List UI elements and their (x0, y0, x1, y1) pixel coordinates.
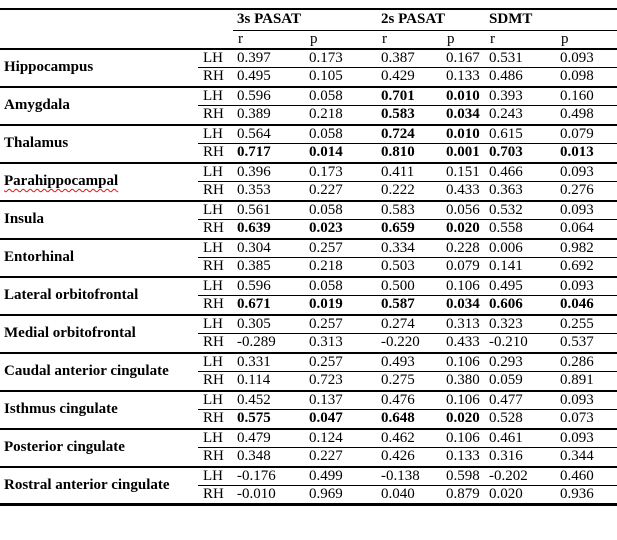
table-row (0, 239, 617, 258)
table-row (0, 49, 617, 68)
corner-cell (0, 30, 198, 49)
value-cell: 0.313 (442, 315, 485, 334)
value-cell: 0.596 (233, 87, 305, 106)
value-cell: 0.257 (305, 353, 377, 372)
value-cell: 0.093 (556, 201, 617, 220)
value-cell: 0.304 (233, 239, 305, 258)
value-cell: 0.013 (556, 144, 617, 163)
region-label: Thalamus (0, 125, 198, 163)
value-cell: 0.717 (233, 144, 305, 163)
value-cell: 0.222 (377, 182, 442, 201)
value-cell: 0.671 (233, 296, 305, 315)
value-cell: 0.275 (377, 372, 442, 391)
region-label: Isthmus cingulate (0, 391, 198, 429)
value-cell: 0.106 (442, 353, 485, 372)
value-cell: -0.010 (233, 486, 305, 505)
value-cell: 0.500 (377, 277, 442, 296)
value-cell: 0.429 (377, 68, 442, 87)
value-cell: 0.243 (485, 106, 556, 125)
column-header-sdmt: SDMT (485, 9, 617, 30)
value-cell: 0.040 (377, 486, 442, 505)
value-cell: 0.587 (377, 296, 442, 315)
value-cell: 0.461 (485, 429, 556, 448)
value-cell: 0.495 (485, 277, 556, 296)
value-cell: 0.257 (305, 315, 377, 334)
value-cell: 0.479 (233, 429, 305, 448)
value-cell: 0.105 (305, 68, 377, 87)
hemisphere-label: RH (198, 410, 233, 429)
hemisphere-label: RH (198, 258, 233, 277)
value-cell: 0.106 (442, 391, 485, 410)
table-body (0, 49, 617, 505)
region-label: Medial orbitofrontal (0, 315, 198, 353)
value-cell: 0.969 (305, 486, 377, 505)
value-cell: 0.495 (233, 68, 305, 87)
region-label: Posterior cingulate (0, 429, 198, 467)
corner-cell (0, 9, 198, 30)
value-cell: 0.218 (305, 258, 377, 277)
corner-cell (198, 9, 233, 30)
hemisphere-label: LH (198, 49, 233, 68)
value-cell: 0.227 (305, 182, 377, 201)
region-label: Insula (0, 201, 198, 239)
value-cell: 0.558 (485, 220, 556, 239)
value-cell: 0.227 (305, 448, 377, 467)
value-cell: 0.079 (556, 125, 617, 144)
value-cell: 0.059 (485, 372, 556, 391)
value-cell: 0.173 (305, 49, 377, 68)
value-cell: 0.058 (305, 277, 377, 296)
value-cell: 0.023 (305, 220, 377, 239)
value-cell: 0.047 (305, 410, 377, 429)
value-cell: 0.313 (305, 334, 377, 353)
value-cell: 0.348 (233, 448, 305, 467)
table-row (0, 429, 617, 448)
value-cell: 0.393 (485, 87, 556, 106)
value-cell: 0.001 (442, 144, 485, 163)
value-cell: 0.274 (377, 315, 442, 334)
hemisphere-label: LH (198, 429, 233, 448)
value-cell: 0.692 (556, 258, 617, 277)
stat-column-header-p: p (556, 30, 617, 49)
value-cell: 0.305 (233, 315, 305, 334)
value-cell: 0.331 (233, 353, 305, 372)
hemisphere-label: LH (198, 315, 233, 334)
value-cell: 0.064 (556, 220, 617, 239)
value-cell: 0.020 (442, 410, 485, 429)
column-header-2s-pasat: 2s PASAT (377, 9, 485, 30)
hemisphere-label: LH (198, 125, 233, 144)
value-cell: 0.020 (442, 220, 485, 239)
value-cell: 0.046 (556, 296, 617, 315)
value-cell: 0.433 (442, 182, 485, 201)
value-cell: 0.703 (485, 144, 556, 163)
value-cell: 0.433 (442, 334, 485, 353)
value-cell: 0.583 (377, 106, 442, 125)
value-cell: 0.363 (485, 182, 556, 201)
value-cell: 0.073 (556, 410, 617, 429)
value-cell: 0.093 (556, 391, 617, 410)
value-cell: 0.486 (485, 68, 556, 87)
value-cell: 0.724 (377, 125, 442, 144)
value-cell: 0.606 (485, 296, 556, 315)
stat-column-header-r: r (485, 30, 556, 49)
hemisphere-label: RH (198, 144, 233, 163)
value-cell: 0.498 (556, 106, 617, 125)
stat-column-header-p: p (442, 30, 485, 49)
value-cell: 0.982 (556, 239, 617, 258)
value-cell: 0.564 (233, 125, 305, 144)
value-cell: 0.010 (442, 87, 485, 106)
value-cell: 0.598 (442, 467, 485, 486)
hemisphere-label: RH (198, 220, 233, 239)
hemisphere-label: LH (198, 239, 233, 258)
value-cell: 0.561 (233, 201, 305, 220)
value-cell: 0.255 (556, 315, 617, 334)
value-cell: -0.220 (377, 334, 442, 353)
value-cell: 0.537 (556, 334, 617, 353)
value-cell: 0.173 (305, 163, 377, 182)
table-row (0, 315, 617, 334)
value-cell: 0.891 (556, 372, 617, 391)
value-cell: 0.034 (442, 106, 485, 125)
hemisphere-label: RH (198, 68, 233, 87)
value-cell: 0.396 (233, 163, 305, 182)
value-cell: 0.615 (485, 125, 556, 144)
value-cell: 0.353 (233, 182, 305, 201)
value-cell: 0.879 (442, 486, 485, 505)
value-cell: 0.093 (556, 49, 617, 68)
value-cell: 0.133 (442, 448, 485, 467)
table-row (0, 201, 617, 220)
region-label: Caudal anterior cingulate (0, 353, 198, 391)
table-row (0, 277, 617, 296)
hemisphere-label: RH (198, 448, 233, 467)
hemisphere-label: RH (198, 106, 233, 125)
hemisphere-label: RH (198, 182, 233, 201)
value-cell: 0.499 (305, 467, 377, 486)
hemisphere-label: RH (198, 334, 233, 353)
value-cell: 0.476 (377, 391, 442, 410)
stat-column-header-p: p (305, 30, 377, 49)
value-cell: 0.093 (556, 163, 617, 182)
value-cell: -0.176 (233, 467, 305, 486)
value-cell: 0.056 (442, 201, 485, 220)
value-cell: 0.380 (442, 372, 485, 391)
value-cell: 0.810 (377, 144, 442, 163)
value-cell: -0.202 (485, 467, 556, 486)
stat-column-header-r: r (233, 30, 305, 49)
value-cell: -0.210 (485, 334, 556, 353)
value-cell: 0.701 (377, 87, 442, 106)
value-cell: 0.160 (556, 87, 617, 106)
table-row (0, 467, 617, 486)
value-cell: 0.276 (556, 182, 617, 201)
hemisphere-label: RH (198, 486, 233, 505)
value-cell: 0.093 (556, 429, 617, 448)
value-cell: 0.462 (377, 429, 442, 448)
value-cell: 0.596 (233, 277, 305, 296)
value-cell: 0.137 (305, 391, 377, 410)
region-label: Rostral anterior cingulate (0, 467, 198, 505)
value-cell: 0.323 (485, 315, 556, 334)
table-row (0, 163, 617, 182)
value-cell: 0.167 (442, 49, 485, 68)
value-cell: 0.411 (377, 163, 442, 182)
hemisphere-label: LH (198, 467, 233, 486)
value-cell: 0.058 (305, 87, 377, 106)
table-row (0, 87, 617, 106)
value-cell: 0.532 (485, 201, 556, 220)
value-cell: 0.460 (556, 467, 617, 486)
hemisphere-label: LH (198, 391, 233, 410)
test-header-row (0, 9, 617, 30)
hemisphere-label: LH (198, 353, 233, 372)
value-cell: 0.218 (305, 106, 377, 125)
value-cell: 0.385 (233, 258, 305, 277)
value-cell: 0.466 (485, 163, 556, 182)
table-row (0, 125, 617, 144)
stat-header-row (0, 30, 617, 49)
value-cell: 0.528 (485, 410, 556, 429)
region-label: Amygdala (0, 87, 198, 125)
value-cell: 0.344 (556, 448, 617, 467)
value-cell: 0.133 (442, 68, 485, 87)
column-header-3s-pasat: 3s PASAT (233, 9, 377, 30)
value-cell: 0.493 (377, 353, 442, 372)
value-cell: 0.257 (305, 239, 377, 258)
table-row (0, 391, 617, 410)
value-cell: 0.531 (485, 49, 556, 68)
region-label: Entorhinal (0, 239, 198, 277)
value-cell: 0.058 (305, 201, 377, 220)
table-row (0, 353, 617, 372)
value-cell: 0.334 (377, 239, 442, 258)
value-cell: 0.034 (442, 296, 485, 315)
value-cell: 0.575 (233, 410, 305, 429)
value-cell: 0.014 (305, 144, 377, 163)
value-cell: 0.397 (233, 49, 305, 68)
value-cell: 0.151 (442, 163, 485, 182)
value-cell: 0.659 (377, 220, 442, 239)
value-cell: 0.020 (485, 486, 556, 505)
value-cell: 0.503 (377, 258, 442, 277)
value-cell: 0.006 (485, 239, 556, 258)
value-cell: 0.936 (556, 486, 617, 505)
value-cell: 0.286 (556, 353, 617, 372)
value-cell: 0.058 (305, 125, 377, 144)
value-cell: 0.477 (485, 391, 556, 410)
value-cell: 0.648 (377, 410, 442, 429)
region-label: Lateral orbitofrontal (0, 277, 198, 315)
hemisphere-label: LH (198, 163, 233, 182)
region-label: Hippocampus (0, 49, 198, 87)
value-cell: 0.098 (556, 68, 617, 87)
value-cell: 0.019 (305, 296, 377, 315)
value-cell: 0.106 (442, 277, 485, 296)
value-cell: 0.387 (377, 49, 442, 68)
value-cell: 0.114 (233, 372, 305, 391)
value-cell: 0.106 (442, 429, 485, 448)
value-cell: 0.293 (485, 353, 556, 372)
corner-cell (198, 30, 233, 49)
value-cell: 0.093 (556, 277, 617, 296)
hemisphere-label: RH (198, 296, 233, 315)
value-cell: 0.426 (377, 448, 442, 467)
value-cell: 0.583 (377, 201, 442, 220)
value-cell: 0.452 (233, 391, 305, 410)
stat-column-header-r: r (377, 30, 442, 49)
region-label: Parahippocampal (0, 163, 198, 201)
correlation-table (0, 8, 617, 506)
hemisphere-label: LH (198, 201, 233, 220)
value-cell: 0.228 (442, 239, 485, 258)
hemisphere-label: RH (198, 372, 233, 391)
value-cell: -0.289 (233, 334, 305, 353)
value-cell: -0.138 (377, 467, 442, 486)
hemisphere-label: LH (198, 277, 233, 296)
value-cell: 0.723 (305, 372, 377, 391)
value-cell: 0.010 (442, 125, 485, 144)
value-cell: 0.639 (233, 220, 305, 239)
value-cell: 0.141 (485, 258, 556, 277)
hemisphere-label: LH (198, 87, 233, 106)
value-cell: 0.389 (233, 106, 305, 125)
value-cell: 0.316 (485, 448, 556, 467)
value-cell: 0.079 (442, 258, 485, 277)
value-cell: 0.124 (305, 429, 377, 448)
